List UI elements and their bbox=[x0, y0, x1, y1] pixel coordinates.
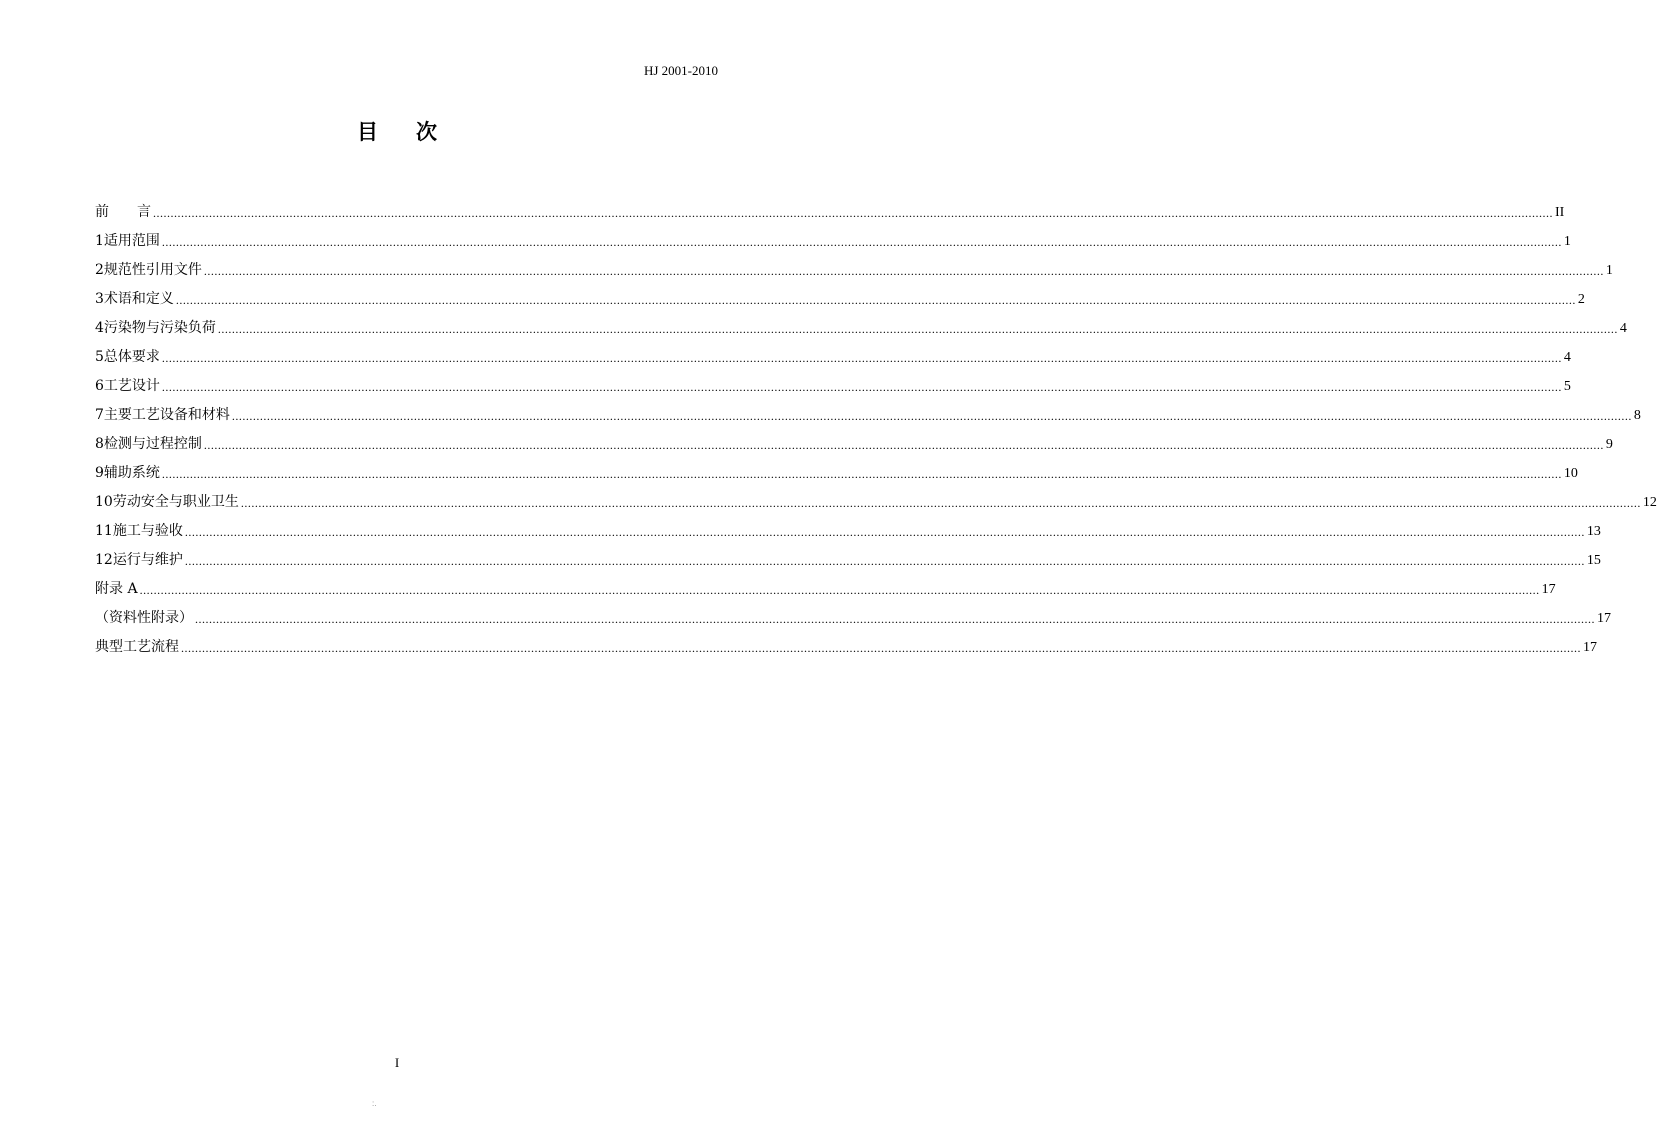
toc-entry-label: 适用范围 bbox=[103, 233, 160, 249]
toc-entry[interactable] bbox=[95, 430, 1613, 459]
toc-entry-label: 术语和定义 bbox=[103, 291, 174, 307]
toc-entry-number: 9 bbox=[95, 465, 104, 481]
toc-entry-label: 主要工艺设备和材料 bbox=[103, 407, 230, 423]
toc-entry-label: 污染物与污染负荷 bbox=[103, 320, 216, 336]
table-of-contents bbox=[95, 198, 1657, 662]
toc-entry[interactable] bbox=[95, 604, 1611, 633]
toc-entry-page: 17 bbox=[1597, 611, 1611, 626]
toc-leader-dots: ................................................................................................................................................................................................................................................................................................................................................................................................................ bbox=[175, 293, 1576, 307]
toc-entry[interactable] bbox=[95, 459, 1578, 488]
toc-entry[interactable] bbox=[95, 575, 1556, 604]
toc-entry-page: 4 bbox=[1563, 350, 1571, 365]
page-number: I bbox=[394, 1055, 400, 1070]
toc-entry-label: 工艺设计 bbox=[103, 378, 160, 394]
toc-entry-number: 10 bbox=[95, 494, 113, 510]
toc-entry-number: 12 bbox=[95, 552, 113, 568]
toc-leader-dots: ................................................................................................................................................................................................................................................................................................................................................................................................................ bbox=[195, 612, 1595, 626]
footer-mark: :. bbox=[372, 1099, 377, 1108]
toc-entry[interactable] bbox=[95, 488, 1657, 517]
toc-leader-dots: ................................................................................................................................................................................................................................................................................................................................................................................................................ bbox=[161, 235, 1562, 249]
toc-entry-page: 5 bbox=[1563, 379, 1571, 394]
toc-entry-page: 17 bbox=[1583, 640, 1597, 655]
toc-entry-number: 7 bbox=[95, 407, 104, 423]
toc-entry-page: II bbox=[1555, 205, 1565, 220]
toc-entry-page: 12 bbox=[1642, 495, 1657, 510]
toc-entry-number: 5 bbox=[95, 349, 104, 365]
toc-entry-label: 劳动安全与职业卫生 bbox=[112, 494, 239, 510]
toc-entry[interactable] bbox=[95, 372, 1571, 401]
toc-entry[interactable] bbox=[95, 256, 1613, 285]
toc-entry-number: 6 bbox=[95, 378, 104, 394]
toc-entry[interactable] bbox=[95, 517, 1601, 546]
toc-entry-page: 2 bbox=[1577, 292, 1585, 307]
toc-entry-label: 总体要求 bbox=[103, 349, 160, 365]
toc-entry-page: 4 bbox=[1619, 321, 1627, 336]
toc-entry-page: 13 bbox=[1586, 524, 1601, 539]
toc-leader-dots: ................................................................................................................................................................................................................................................................................................................................................................................................................ bbox=[139, 583, 1540, 597]
toc-entry-page: 1 bbox=[1605, 263, 1613, 278]
toc-title-part1: 目 bbox=[357, 120, 378, 144]
toc-leader-dots: ................................................................................................................................................................................................................................................................................................................................................................................................................ bbox=[153, 206, 1553, 220]
toc-leader-dots: ................................................................................................................................................................................................................................................................................................................................................................................................................ bbox=[161, 351, 1562, 365]
toc-leader-dots: ................................................................................................................................................................................................................................................................................................................................................................................................................ bbox=[161, 467, 1562, 481]
toc-title bbox=[0, 116, 794, 146]
toc-leader-dots: ................................................................................................................................................................................................................................................................................................................................................................................................................ bbox=[181, 641, 1581, 655]
toc-leader-dots: ................................................................................................................................................................................................................................................................................................................................................................................................................ bbox=[203, 264, 1604, 278]
toc-entry-page: 10 bbox=[1563, 466, 1578, 481]
toc-leader-dots: ................................................................................................................................................................................................................................................................................................................................................................................................................ bbox=[231, 409, 1632, 423]
toc-entry[interactable] bbox=[95, 401, 1641, 430]
toc-entry-label: 典型工艺流程 bbox=[95, 639, 179, 655]
toc-entry-number: 8 bbox=[95, 436, 104, 452]
toc-entry[interactable] bbox=[95, 546, 1601, 575]
toc-entry-number: 1 bbox=[95, 233, 104, 249]
toc-entry-label: 前 言 bbox=[95, 204, 151, 220]
toc-entry-page: 8 bbox=[1633, 408, 1641, 423]
toc-leader-dots: ................................................................................................................................................................................................................................................................................................................................................................................................................ bbox=[240, 496, 1641, 510]
toc-entry-page: 9 bbox=[1605, 437, 1613, 452]
toc-entry-number: 2 bbox=[95, 262, 104, 278]
toc-entry[interactable] bbox=[95, 285, 1585, 314]
toc-entry-label: （资料性附录） bbox=[95, 610, 193, 626]
toc-entry[interactable] bbox=[95, 633, 1597, 662]
toc-entry-number: 11 bbox=[95, 523, 113, 539]
toc-entry-label: 检测与过程控制 bbox=[103, 436, 202, 452]
toc-entry[interactable] bbox=[95, 314, 1627, 343]
toc-entry[interactable] bbox=[95, 227, 1571, 256]
toc-entry-label: 施工与验收 bbox=[112, 523, 183, 539]
toc-entry[interactable] bbox=[95, 198, 1565, 227]
toc-leader-dots: ................................................................................................................................................................................................................................................................................................................................................................................................................ bbox=[161, 380, 1562, 394]
toc-leader-dots: ................................................................................................................................................................................................................................................................................................................................................................................................................ bbox=[184, 554, 1585, 568]
toc-leader-dots: ................................................................................................................................................................................................................................................................................................................................................................................................................ bbox=[184, 525, 1585, 539]
toc-entry-page: 15 bbox=[1586, 553, 1601, 568]
toc-leader-dots: ................................................................................................................................................................................................................................................................................................................................................................................................................ bbox=[203, 438, 1604, 452]
toc-entry[interactable] bbox=[95, 343, 1571, 372]
toc-entry-label: 运行与维护 bbox=[112, 552, 183, 568]
toc-entry-label: 辅助系统 bbox=[103, 465, 160, 481]
toc-entry-number: 4 bbox=[95, 320, 104, 336]
toc-entry-page: 1 bbox=[1563, 234, 1571, 249]
document-code: HJ 2001-2010 bbox=[643, 63, 718, 78]
toc-entry-label: 附录 A bbox=[95, 581, 138, 597]
toc-title-part2: 次 bbox=[416, 120, 437, 144]
toc-entry-label: 规范性引用文件 bbox=[103, 262, 202, 278]
toc-entry-page: 17 bbox=[1541, 582, 1556, 597]
toc-entry-number: 3 bbox=[95, 291, 104, 307]
toc-leader-dots: ................................................................................................................................................................................................................................................................................................................................................................................................................ bbox=[217, 322, 1618, 336]
